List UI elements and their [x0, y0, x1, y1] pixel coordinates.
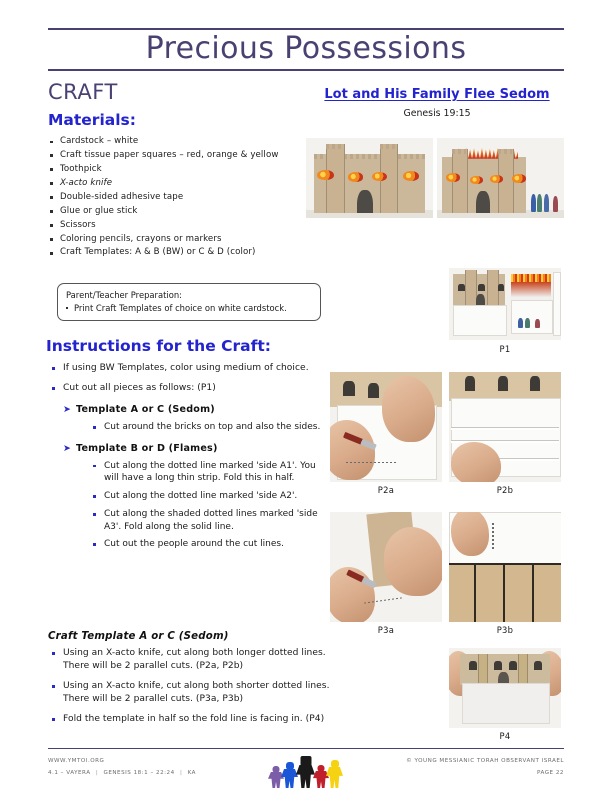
materials-list [48, 135, 328, 260]
list-item: Craft tissue paper squares – red, orange & yellow [48, 149, 328, 163]
list-item: Using an X-acto knife, cut along both longer dotted lines. There will be 2 parallel cuts. (P2a, P2b) [48, 647, 338, 673]
craft-template-heading: Craft Template A or C (Sedom) [48, 631, 229, 642]
caption-p1: P1 [499, 344, 511, 354]
page-title: Precious Possessions [145, 31, 467, 66]
logo-figure-yellow [326, 760, 343, 788]
list-item: Cut around the bricks on top and also the sides. [92, 421, 326, 434]
template-a-heading-label: Template A or C (Sedom) [76, 403, 215, 415]
template-a-heading [48, 404, 326, 415]
footer-website[interactable]: WWW.YMTOI.ORG [48, 758, 105, 764]
prep-item: Print Craft Templates of choice on white cardstock. [66, 302, 312, 315]
caption-p4: P4 [499, 731, 511, 741]
materials-heading: Materials: [48, 111, 136, 129]
list-item: Cut out the people around the cut lines. [92, 538, 326, 551]
footer-lesson: 4.1 – VAYERA [48, 769, 91, 776]
instructions-body [48, 362, 326, 556]
scripture-title: Lot and His Family Flee Sedom [324, 87, 550, 102]
footer-initials: KA [187, 769, 197, 776]
arrow-bullet-icon: ➤ [63, 442, 72, 454]
arrow-bullet-icon: ➤ [63, 403, 72, 415]
craft-template-steps [48, 647, 338, 733]
craft-heading: CRAFT [48, 80, 118, 104]
footer-reference: GENESIS 18:1 – 22:24 [103, 769, 175, 776]
photo-castle-with-flames [437, 138, 564, 218]
list-item: Scissors [48, 219, 328, 233]
photo-finished-castle [306, 138, 433, 218]
footer-separator: | [179, 769, 183, 776]
template-b-heading [48, 443, 326, 454]
parent-teacher-preparation-box [57, 283, 321, 321]
caption-p2a: P2a [377, 485, 395, 495]
list-item: Cardstock – white [48, 135, 328, 149]
list-item: If using BW Templates, color using medium of choice. [48, 362, 326, 375]
list-item: Cut along the dotted line marked 'side A2'. [92, 490, 326, 503]
craft-template-list [48, 647, 338, 726]
photo-p2b-parallel-cuts [449, 372, 561, 482]
prep-title: Parent/Teacher Preparation: [66, 290, 182, 300]
masthead [48, 28, 564, 71]
template-a-list [48, 421, 326, 434]
list-item: Cut along the dotted line marked 'side A1'. You will have a long thin strip. Fold this in half. [92, 460, 326, 486]
footer-copyright: © YOUNG MESSIANIC TORAH OBSERVANT ISRAEL [406, 758, 564, 764]
photo-p4-folded-template [449, 648, 561, 728]
footer-right [406, 756, 564, 779]
footer-lesson-line [48, 768, 196, 780]
list-item: Using an X-acto knife, cut along both shorter dotted lines. There will be 2 parallel cuts. (P3a, P3b) [48, 680, 338, 706]
list-item: Cut out all pieces as follows: (P1) [48, 382, 326, 395]
left-column [48, 82, 328, 260]
list-item: Fold the template in half so the fold line is facing in. (P4) [48, 713, 338, 726]
footer-page-number: PAGE 22 [536, 769, 564, 776]
caption-p2b: P2b [496, 485, 514, 495]
caption-p3b: P3b [496, 625, 514, 635]
footer-separator: | [95, 769, 99, 776]
scripture-reference: Genesis 19:15 [403, 108, 471, 119]
list-item: Coloring pencils, crayons or markers [48, 233, 328, 247]
list-item: X-acto knife [48, 177, 328, 191]
list-item: Glue or glue stick [48, 205, 328, 219]
template-b-heading-label: Template B or D (Flames) [76, 442, 218, 454]
photo-p2a-cutting-long-lines [330, 372, 442, 482]
footer-left [48, 756, 196, 779]
photo-p1-cut-templates [449, 268, 561, 340]
caption-p3a: P3a [377, 625, 395, 635]
template-b-list [48, 460, 326, 552]
list-item: Toothpick [48, 163, 328, 177]
photo-p3b-folded-wall [449, 512, 561, 622]
list-item: Cut along the shaded dotted lines marked 'side A3'. Fold along the solid line. [92, 508, 326, 534]
list-item: Double-sided adhesive tape [48, 191, 328, 205]
footer-divider [48, 748, 564, 749]
instructions-top-list [48, 362, 326, 395]
ymtoi-logo [268, 750, 348, 790]
list-item: Craft Templates: A & B (BW) or C & D (color) [48, 246, 328, 260]
photo-p3a-cutting-short-lines [330, 512, 442, 622]
instructions-heading: Instructions for the Craft: [46, 337, 271, 355]
